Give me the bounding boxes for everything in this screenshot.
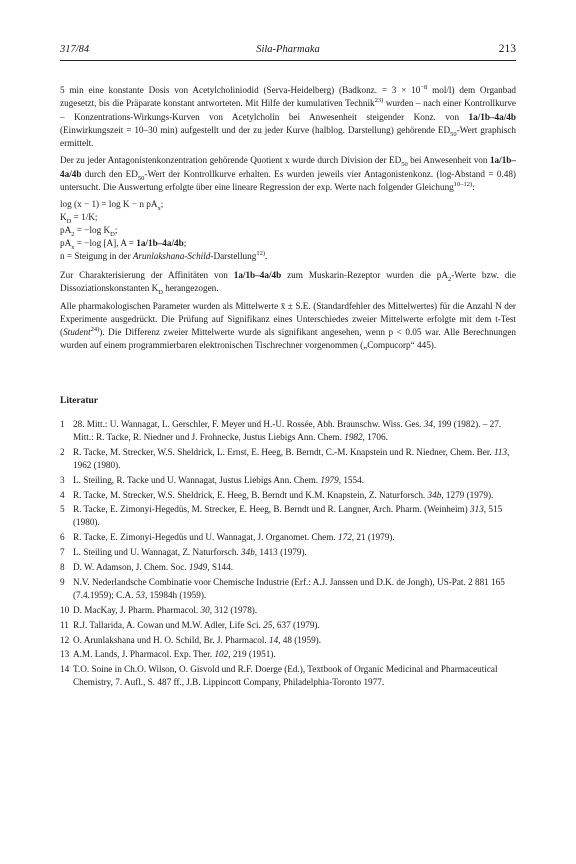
reference-item: 12 O. Arunlakshana und H. O. Schild, Br. J. Pharmacol. 14, 48 (1959). <box>60 634 322 645</box>
reference-item: 14 T.O. Soine in Ch.O. Wilson, O. Gisvold und R.F. Doerge (Ed.), Textbook of Organic Medicinal and Pharmaceutical Chemistry, 7. Aufl., S. 487 ff., J.B. Lippincott Company, Philadelphia-Toronto 1977. <box>60 664 498 688</box>
paragraph-3: Zur Charakterisierung der Affinitäten von 1a/1b–4a/4b zum Muskarin-Rezeptor wurden die $pA_2$-Werte bzw. die Dissoziationskonstanten $K_D$ herangezogen. <box>60 269 516 297</box>
reference-item: 4 R. Tacke, M. Strecker, W.S. Sheldrick, E. Heeg, B. Berndt und K.M. Knapstein, Z. Naturforsch. 34b, 1279 (1979). <box>60 489 494 500</box>
running-header <box>60 44 516 61</box>
paragraph-1: 5 min eine konstante Dosis von Acetylcholiniodid (Serva-Heidelberg) (Badkonz. = $3 \times 10^{-8}$ mol/l) dem Organbad zugesetzt, bis die Präparate konstant antworteten. Mit Hilfe der kumulativen Technik$^{23)}$ wurden – nach einer Kontrollkurve – Konzentrations-Wirkungs-Kurven von Acetylcholin bei Anwesenheit steigender Konz. von 1a/1b–4a/4b (Einwirkungszeit = 10–30 min) aufgestellt und der zu jeder Kurve (halblog. Darstellung) gehörende $ED_{50}$-Wert graphisch ermittelt. <box>60 83 517 149</box>
reference-item: 10 D. MacKay, J. Pharm. Pharmacol. 30, 312 (1978). <box>60 604 258 615</box>
reference-item: 9 N.V. Nederlandsche Combinatie voor Chemische Industrie (Erf.: A.J. Janssen und D.K. de Jongh), US-Pat. 2 881 165 (7.4.1959); C.A. 53, 15984h (1959). <box>60 576 505 600</box>
literature-heading: Literatur <box>60 395 98 406</box>
reference-item: 13 A.M. Lands, J. Pharmacol. Exp. Ther. 102, 219 (1951). <box>60 649 276 660</box>
equations <box>60 198 516 263</box>
page-number: 213 <box>498 43 516 55</box>
equation-3: $pA_2 = -\log$ $K_D$; <box>60 225 118 239</box>
reference-item: 1 28. Mitt.: U. Wannagat, L. Gerschler, F. Meyer und H.-U. Rossée, Abh. Braunschw. Wiss. Ges. 34, 199 (1982). – 27. Mitt.: R. Tacke, R. Niedner und J. Frohnecke, Justus Liebigs Ann. Chem. 1982, 1706. <box>60 418 502 442</box>
equation-2: $K_D = 1/K$; <box>60 212 98 226</box>
journal-issue: 317/84 <box>60 44 90 55</box>
running-title: Sila-Pharmaka <box>256 44 320 55</box>
reference-item: 2 R. Tacke, M. Strecker, W.S. Sheldrick, L. Ernst, E. Heeg, B. Berndt, C.-M. Knapstein und R. Niedner, Chem. Ber. 113, 1962 (1980). <box>60 446 510 470</box>
reference-item: 6 R. Tacke, E. Zimonyi-Hegedüs und U. Wannagat, J. Organomet. Chem. 172, 21 (1979). <box>60 532 395 543</box>
reference-list <box>60 418 516 689</box>
reference-item: 7 L. Steiling und U. Wannagat, Z. Naturforsch. 34b, 1413 (1979). <box>60 547 307 558</box>
reference-item: 5 R. Tacke, E. Zimonyi-Hegedüs, M. Strecker, E. Heeg, B. Berndt und R. Langner, Arch. Pharm. (Weinheim) 313, 515 (1980). <box>60 504 503 528</box>
article-body <box>60 84 516 691</box>
reference-item: 11 R.J. Tallarida, A. Cowan und M.W. Adler, Life Sci. 25, 637 (1979). <box>60 619 320 630</box>
equation-1: log (x − 1) = log K − n $pA_x$; <box>60 199 164 213</box>
paragraph-4: Alle pharmakologischen Parameter wurden als Mittelwerte x̄ ± S.E. (Standardfehler des Mittelwertes) für die Anzahl N der Experimente ausgedrückt. Die Prüfung auf Signifikanz eines Unterschiedes zweier Mittelwerte erfolgte mit dem t-Test (Student$^{24)}$). Die Differenz zweier Mittelwerte wurde als signifikant angesehen, wenn p < 0.05 war. Alle Berechnungen wurden auf einem programmierbaren elektronischen Tischrechner vorgenommen („Compucorp“ 445). <box>60 300 516 351</box>
paragraph-2: Der zu jeder Antagonistenkonzentration gehörende Quotient x wurde durch Division der $ED_{50}$ bei Anwesenheit von 1a/1b–4a/4b durch den $ED_{50}$-Wert der Kontrollkurve erhalten. Es wurden jeweils vier Antagonistenkonz. (log-Abstand = 0.48) untersucht. Die Auswertung erfolgte über eine lineare Regression der exp. Werte nach folgender Gleichung$^{10-12)}$: <box>60 155 516 193</box>
reference-item: 3 L. Steiling, R. Tacke und U. Wannagat, Justus Liebigs Ann. Chem. 1979, 1554. <box>60 474 364 485</box>
equation-4: $pA_x = -\log$ [A], A = 1a/1b–4a/4b; <box>60 238 187 251</box>
reference-item: 8 D. W. Adamson, J. Chem. Soc. 1949, S144. <box>60 562 234 573</box>
equation-5: n = Steigung in der Arunlakshana-Schild-Darstellung$^{12)}$. <box>60 249 268 261</box>
